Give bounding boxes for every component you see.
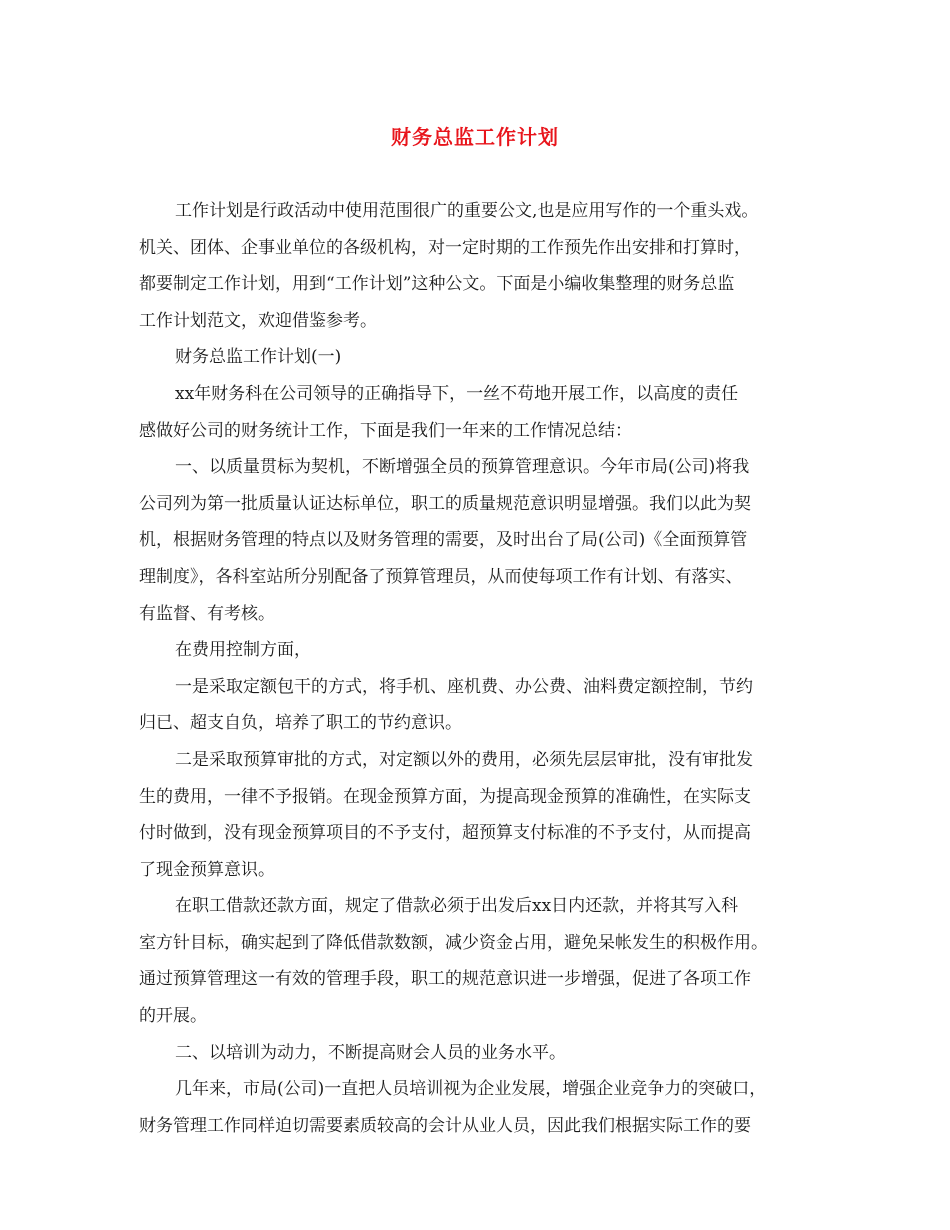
text-line: 一、以质量贯标为契机，不断增强全员的预算管理意识。今年市局(公司)将我	[175, 457, 750, 478]
text-line: 归已、超支自负，培养了职工的节约意识。	[139, 713, 462, 734]
text-line: 室方针目标，确实起到了降低借款数额，减少资金占用，避免呆帐发生的积极作用。	[139, 932, 768, 953]
text-line: 有监督、有考核。	[139, 603, 275, 624]
text-line: 在费用控制方面，	[175, 640, 311, 661]
document-body	[139, 193, 829, 1144]
text-line: 工作计划范文，欢迎借鉴参考。	[139, 310, 377, 331]
text-line: 机关、团体、企事业单位的各级机构，对一定时期的工作预先作出安排和打算时，	[139, 237, 751, 258]
text-line: 几年来，市局(公司)一直把人员培训视为企业发展，增强企业竞争力的突破口，	[175, 1079, 767, 1100]
text-line: 生的费用，一律不予报销。在现金预算方面，为提高现金预算的准确性，在实际支	[139, 786, 751, 807]
text-line: 通过预算管理这一有效的管理手段，职工的规范意识进一步增强，促进了各项工作	[139, 969, 751, 990]
text-line: 公司列为第一批质量认证达标单位，职工的质量规范意识明显增强。我们以此为契	[139, 493, 751, 514]
document-title: 财务总监工作计划	[391, 125, 559, 149]
text-line: 工作计划是行政活动中使用范围很广的重要公文,也是应用写作的一个重头戏。	[175, 201, 759, 221]
text-line: 都要制定工作计划，用到“工作计划”这种公文。下面是小编收集整理的财务总监	[139, 274, 735, 295]
text-line: 理制度》，各科室站所分别配备了预算管理员，从而使每项工作有计划、有落实、	[139, 566, 743, 587]
text-line: 感做好公司的财务统计工作，下面是我们一年来的工作情况总结：	[139, 420, 632, 441]
text-line: 财务管理工作同样迫切需要素质较高的会计从业人员，因此我们根据实际工作的要	[139, 1115, 751, 1136]
text-line: 了现金预算意识。	[139, 859, 275, 880]
text-line: 财务总监工作计划(一)	[175, 347, 342, 368]
text-line: 机，根据财务管理的特点以及财务管理的需要，及时出台了局(公司)《全面预算管	[139, 530, 748, 551]
text-line: 在职工借款还款方面，规定了借款必须于出发后xx日内还款，并将其写入科	[175, 896, 739, 917]
text-line: 付时做到，没有现金预算项目的不予支付，超预算支付标准的不予支付，从而提高	[139, 823, 751, 844]
text-line: xx年财务科在公司领导的正确指导下，一丝不苟地开展工作，以高度的责任	[175, 383, 739, 404]
text-line: 一是采取定额包干的方式，将手机、座机费、办公费、油料费定额控制，节约	[175, 676, 753, 697]
text-line: 的开展。	[139, 1006, 207, 1027]
text-line: 二是采取预算审批的方式，对定额以外的费用，必须先层层审批，没有审批发	[175, 749, 753, 770]
text-line: 二、以培训为动力，不断提高财会人员的业务水平。	[175, 1042, 566, 1063]
